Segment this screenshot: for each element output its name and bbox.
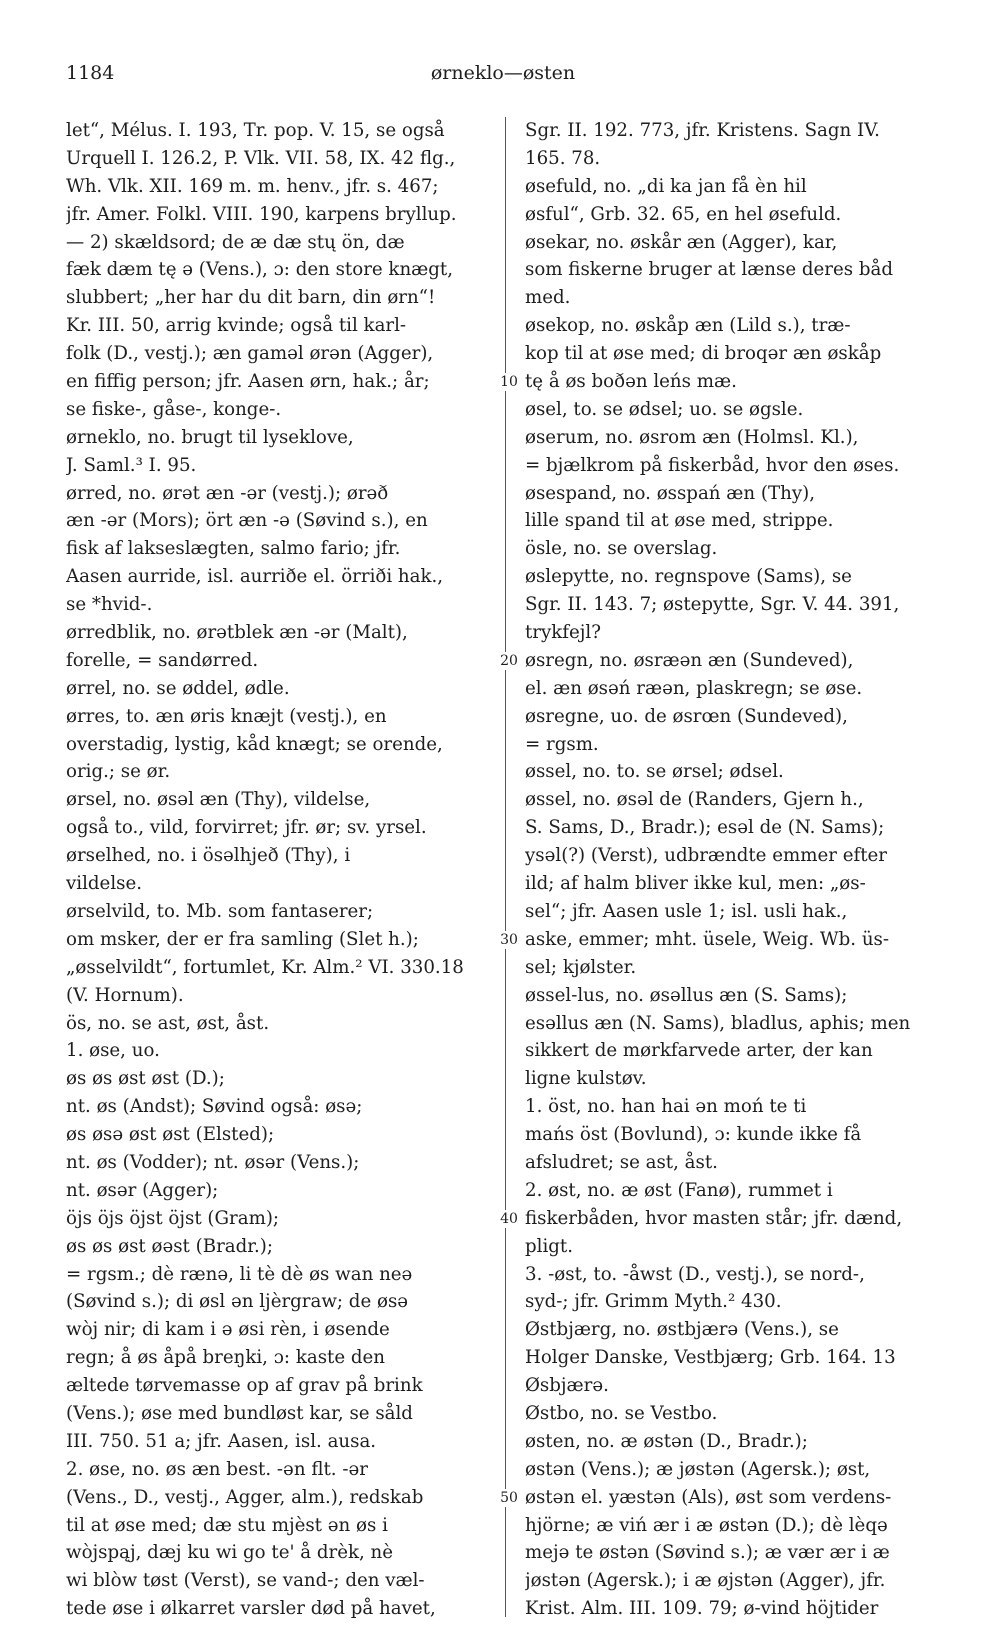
- text-line: (Søvind s.); di øsl ən ljèrgraw; de øsə: [66, 1291, 409, 1313]
- text-line: øsregn, no. øsræən æn (Sundeved),: [525, 649, 854, 671]
- text-line: = rgsm.; dè rænə, li tè dè øs wan neə: [66, 1263, 413, 1285]
- text-line: Wh. Vlk. XII. 169 m. m. henv., jfr. s. 467;: [66, 175, 439, 197]
- text-line: forelle, = sandørred.: [66, 649, 259, 671]
- text-line: jøstən (Agersk.); i æ øjstən (Agger), jfr.: [525, 1570, 886, 1592]
- text-line: (Vens., D., vestj., Agger, alm.), redskab: [66, 1486, 424, 1508]
- running-head: ørneklo—østen: [430, 62, 576, 84]
- text-line: orig.; se ør.: [66, 761, 171, 783]
- text-line: lille spand til at øse med, strippe.: [525, 510, 834, 532]
- text-line: til at øse med; dæ stu mjèst ən øs i: [66, 1514, 388, 1536]
- text-line: 3. -øst, to. -åwst (D., vestj.), se nord-,: [525, 1263, 865, 1285]
- text-line: også to., vild, forvirret; jfr. ør; sv. yrsel.: [66, 817, 427, 839]
- text-line: se *hvid-.: [66, 594, 153, 616]
- text-line: se fiske-, gåse-, konge-.: [66, 398, 282, 420]
- text-line: øssel-lus, no. øsəllus æn (S. Sams);: [525, 984, 848, 1006]
- page-header: [66, 62, 940, 96]
- text-line: mańs öst (Bovlund), ɔ: kunde ikke få: [525, 1124, 862, 1146]
- text-line: fæk dæm tę ə (Vens.), ɔ: den store knægt,: [66, 259, 453, 281]
- text-line: øs øs øst øəst (Bradr.);: [66, 1235, 273, 1257]
- text-line: esəllus æn (N. Sams), bladlus, aphis; men: [525, 1012, 911, 1034]
- line-number: 40: [497, 1210, 521, 1228]
- text-line: mejə te østən (Søvind s.); æ vær ær i æ: [525, 1542, 890, 1564]
- text-line: öjs öjs öjst öjst (Gram);: [66, 1207, 280, 1229]
- text-line: sel“; jfr. Aasen usle 1; isl. usli hak.,: [525, 900, 848, 922]
- text-line: fisk af lakseslægten, salmo fario; jfr.: [66, 538, 401, 560]
- text-line: øsful“, Grb. 32. 65, en hel øsefuld.: [525, 203, 842, 225]
- text-line: folk (D., vestj.); æn gaməl ørən (Agger),: [66, 343, 434, 365]
- text-line: aske, emmer; mht. üsele, Weig. Wb. üs-: [525, 928, 890, 950]
- text-line: (V. Hornum).: [66, 984, 184, 1006]
- text-line: ild; af halm bliver ikke kul, men: „øs-: [525, 873, 866, 895]
- text-line: øsregne, uo. de øsrœn (Sundeved),: [525, 705, 848, 727]
- text-line: ørred, no. ørət æn -ər (vestj.); ørəð: [66, 482, 389, 504]
- text-line: æltede tørvemasse op af grav på brink: [66, 1375, 423, 1397]
- text-line: øs øsə øst øst (Elsted);: [66, 1124, 275, 1146]
- text-line: om msker, der er fra samling (Slet h.);: [66, 928, 419, 950]
- text-line: ös, no. se ast, øst, åst.: [66, 1012, 270, 1034]
- text-line: S. Sams, D., Bradr.); esəl de (N. Sams);: [525, 817, 885, 839]
- text-line: kop til at øse med; di broqər æn øskåp: [525, 343, 882, 365]
- text-line: Aasen aurride, isl. aurriðe el. örriði hak.,: [66, 566, 444, 588]
- text-line: østən el. yæstən (Als), øst som verdens-: [525, 1486, 892, 1508]
- text-line: øslepytte, no. regnspove (Sams), se: [525, 566, 852, 588]
- text-line: = bjælkrom på fiskerbåd, hvor den øses.: [525, 454, 900, 476]
- text-line: ligne kulstøv.: [525, 1068, 647, 1090]
- text-line: 165. 78.: [525, 147, 601, 169]
- line-number: 30: [497, 931, 521, 949]
- text-line: øsekar, no. øskår æn (Agger), kar,: [525, 231, 838, 253]
- text-line: — 2) skældsord; de æ dæ stų ön, dæ: [66, 231, 405, 253]
- text-line: wòj nir; di kam i ə øsi rèn, i øsende: [66, 1319, 390, 1341]
- text-line: østən (Vens.); æ jøstən (Agersk.); øst,: [525, 1458, 871, 1480]
- text-line: fiskerbåden, hvor masten står; jfr. dænd,: [525, 1207, 903, 1229]
- text-line: J. Saml.³ I. 95.: [66, 454, 197, 476]
- text-line: Sgr. II. 143. 7; østepytte, Sgr. V. 44. 391,: [525, 594, 900, 616]
- text-line: Sgr. II. 192. 773, jfr. Kristens. Sagn IV.: [525, 120, 880, 141]
- text-line: øserum, no. øsrom æn (Holmsl. Kl.),: [525, 426, 859, 448]
- text-line: øsefuld, no. „di ka jan få èn hil: [525, 175, 807, 197]
- text-line: øsekop, no. øskåp æn (Lild s.), træ-: [525, 315, 851, 337]
- text-line: Urquell I. 126.2, P. Vlk. VII. 58, IX. 42 flg.,: [66, 147, 456, 169]
- text-line: øssel, no. øsəl de (Randers, Gjern h.,: [525, 789, 864, 811]
- text-line: hjörne; æ viń ær i æ østən (D.); dè lèqə: [525, 1514, 888, 1536]
- text-line: som fiskerne bruger at lænse deres båd: [525, 259, 893, 281]
- text-line: tede øse i ølkarret varsler død på havet,: [66, 1598, 436, 1620]
- text-line: nt. øsər (Agger);: [66, 1179, 219, 1201]
- text-line: 2. øst, no. æ øst (Fanø), rummet i: [525, 1179, 833, 1201]
- text-line: slubbert; „her har du dit barn, din ørn“!: [66, 287, 436, 309]
- text-line: 1. øse, uo.: [66, 1040, 160, 1062]
- text-line: III. 750. 51 a; jfr. Aasen, isl. ausa.: [66, 1430, 377, 1452]
- text-line: øssel, no. to. se ørsel; ødsel.: [525, 761, 784, 783]
- text-line: øs øs øst øst (D.);: [66, 1068, 225, 1090]
- text-line: Kr. III. 50, arrig kvinde; også til karl-: [66, 315, 407, 337]
- text-line: wòjspąj, dæj ku wi go te' å drèk, nè: [66, 1542, 394, 1564]
- text-line: 2. øse, no. øs æn best. -ən flt. -ər: [66, 1458, 368, 1480]
- text-line: ørrel, no. se øddel, ødle.: [66, 677, 290, 699]
- text-line: ørneklo, no. brugt til lyseklove,: [66, 426, 354, 448]
- text-line: ysəl(?) (Verst), udbrændte emmer efter: [525, 845, 887, 867]
- text-line: med.: [525, 287, 571, 309]
- right-column: [525, 117, 957, 1623]
- text-line: = rgsm.: [525, 733, 599, 755]
- page-number: 1184: [66, 62, 115, 84]
- text-line: æn -ər (Mors); ört æn -ə (Søvind s.), en: [66, 510, 428, 532]
- text-line: Krist. Alm. III. 109. 79; ø-vind höjtider: [525, 1598, 879, 1620]
- text-line: ørselvild, to. Mb. som fantaserer;: [66, 900, 374, 922]
- text-line: afsludret; se ast, åst.: [525, 1151, 718, 1173]
- text-line: pligt.: [525, 1235, 574, 1257]
- text-line: ørredblik, no. ørətblek æn -ər (Malt),: [66, 622, 408, 644]
- column-divider: [505, 117, 506, 1617]
- line-number: 10: [497, 373, 521, 391]
- line-number: 20: [497, 652, 521, 670]
- text-line: vildelse.: [66, 873, 143, 895]
- text-line: regn; å øs åpå breŋki, ɔ: kaste den: [66, 1347, 386, 1369]
- text-line: nt. øs (Vodder); nt. øsər (Vens.);: [66, 1151, 360, 1173]
- text-line: Østbjærg, no. østbjærə (Vens.), se: [525, 1319, 839, 1341]
- text-line: Holger Danske, Vestbjærg; Grb. 164. 13: [525, 1347, 896, 1369]
- text-line: Østbo, no. se Vestbo.: [525, 1402, 718, 1424]
- text-line: (Vens.); øse med bundløst kar, se såld: [66, 1402, 413, 1424]
- text-line: „øsselvildt“, fortumlet, Kr. Alm.² VI. 330.18: [66, 956, 464, 978]
- text-line: ørres, to. æn øris knæjt (vestj.), en: [66, 705, 387, 727]
- text-line: ösle, no. se overslag.: [525, 538, 718, 560]
- text-line: østen, no. æ østən (D., Bradr.);: [525, 1430, 808, 1452]
- text-line: trykfejl?: [525, 622, 602, 644]
- text-line: ørselhed, no. i ösəlhjeð (Thy), i: [66, 845, 351, 867]
- text-line: øsel, to. se ødsel; uo. se øgsle.: [525, 398, 804, 420]
- text-line: wi blòw tøst (Verst), se vand-; den væl-: [66, 1570, 425, 1592]
- text-line: Øsbjærə.: [525, 1375, 609, 1397]
- text-line: 1. öst, no. han hai ən moń te ti: [525, 1096, 807, 1118]
- text-line: tę å øs boðən leńs mæ.: [525, 371, 737, 393]
- text-line: sel; kjølster.: [525, 956, 637, 978]
- text-line: overstadig, lystig, kåd knægt; se orende,: [66, 733, 443, 755]
- text-line: sikkert de mørkfarvede arter, der kan: [525, 1040, 873, 1062]
- text-line: syd-; jfr. Grimm Myth.² 430.: [525, 1291, 782, 1313]
- text-line: en fiffig person; jfr. Aasen ørn, hak.; år;: [66, 371, 430, 393]
- text-line: nt. øs (Andst); Søvind også: øsə;: [66, 1096, 363, 1118]
- text-line: el. æn øsəń ræən, plaskregn; se øse.: [525, 677, 863, 699]
- text-line: ørsel, no. øsəl æn (Thy), vildelse,: [66, 789, 371, 811]
- text-line: let“, Mélus. I. 193, Tr. pop. V. 15, se også: [66, 120, 445, 141]
- left-column: [66, 117, 498, 1623]
- text-line: jfr. Amer. Folkl. VIII. 190, karpens bryllup.: [66, 203, 457, 225]
- text-line: øsespand, no. øsspań æn (Thy),: [525, 482, 815, 504]
- line-number: 50: [497, 1489, 521, 1507]
